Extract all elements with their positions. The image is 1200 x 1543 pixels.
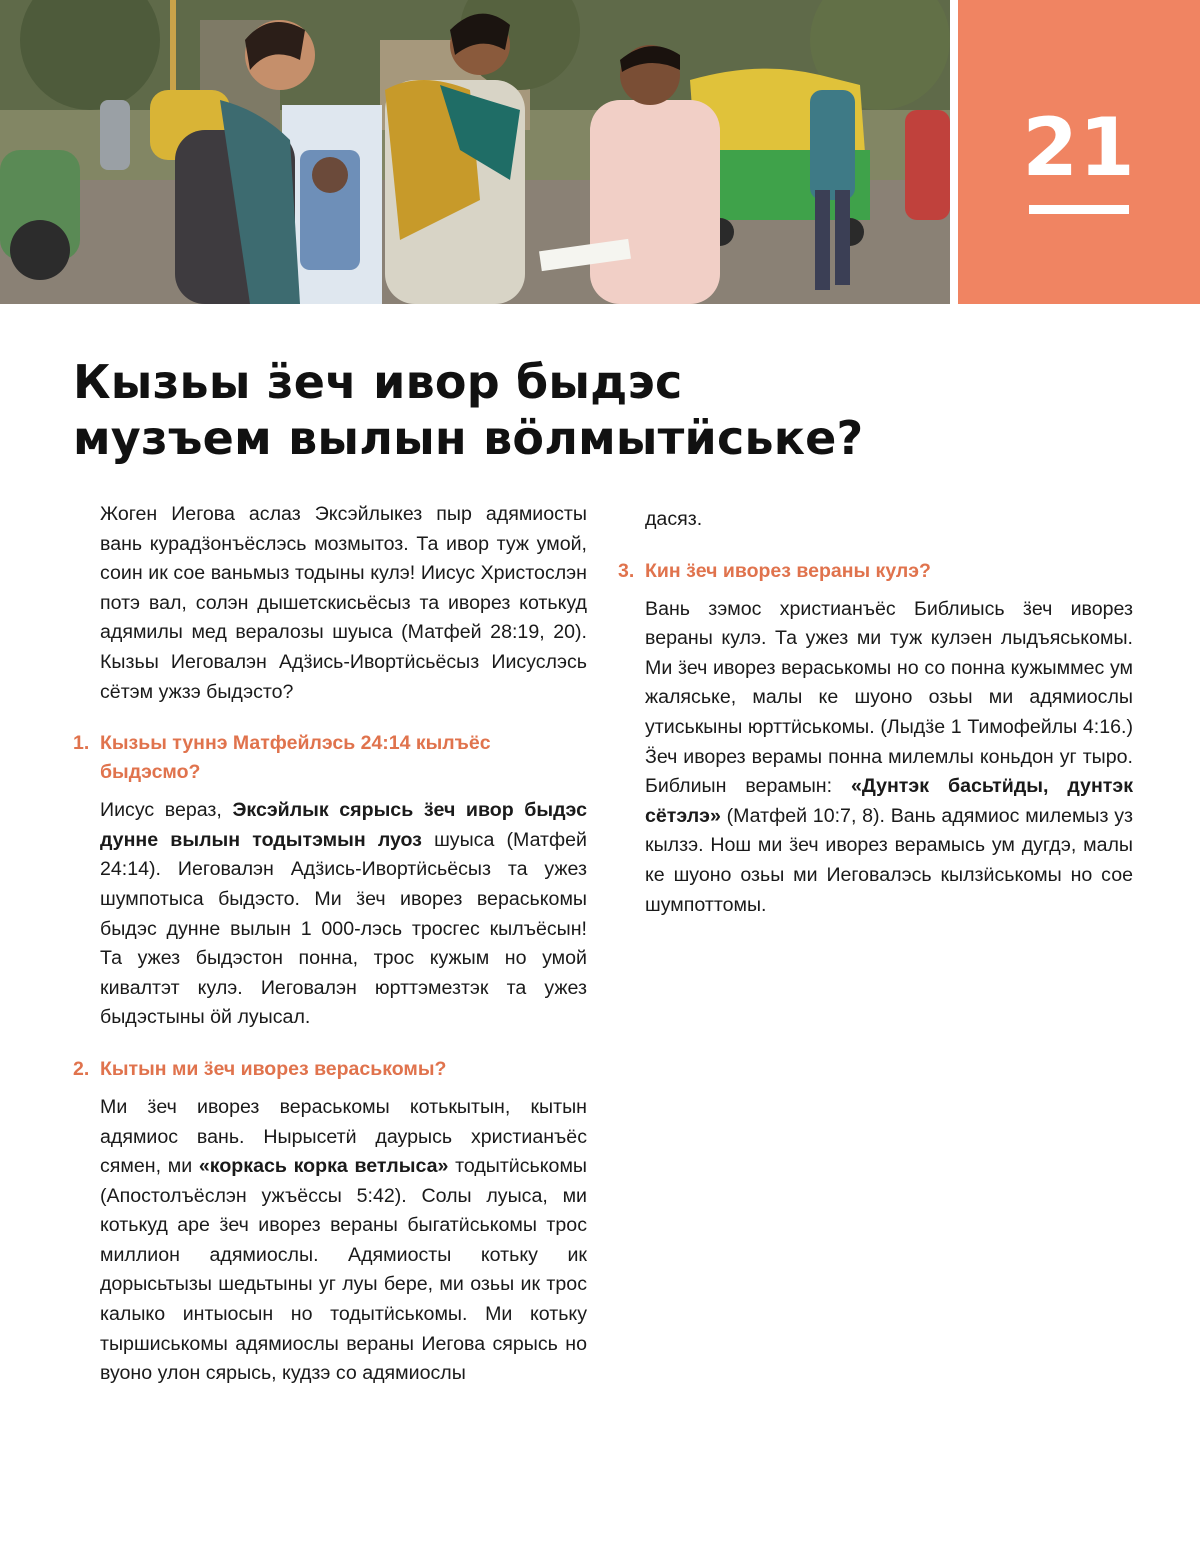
lesson-number-underline bbox=[1029, 205, 1129, 214]
header-photo bbox=[0, 0, 950, 304]
page-title-line-1: Кызьы ӟеч ивор быдэс bbox=[73, 355, 683, 409]
lesson-number-box bbox=[958, 0, 1200, 304]
question-text: Кин ӟеч иворез вераны кулэ? bbox=[645, 559, 931, 582]
question-number: 1. bbox=[73, 732, 90, 755]
question-number: 3. bbox=[618, 559, 635, 582]
lesson-number: 21 bbox=[1022, 101, 1136, 194]
answer-paragraph-3 bbox=[645, 595, 1133, 921]
right-column bbox=[618, 505, 1133, 920]
question-heading-2 bbox=[73, 1055, 587, 1084]
page-title bbox=[73, 354, 1073, 466]
answer-bold-text: Эксэйлык сярысь ӟеч ивор быдэс дунне вылын тодытэмын луоз bbox=[100, 799, 587, 851]
page-title-line-2: музъем вылын вӧлмытӥське? bbox=[73, 411, 864, 465]
answer-text: дасяз. bbox=[645, 508, 703, 530]
question-number: 2. bbox=[73, 1057, 90, 1080]
intro-paragraph: Жоген Иегова аслаз Эксэйлыкез пыр адямиосты вань курадӟонъёслэсь мозмытоз. Та ивор туж умой, соин ик сое ваньмыз тодыны кулэ! Иисус Христослэн потэ вал, солэн дышетскисьёсыз та иворез котькуд адямилы мед вералозы шуыса (Матфей 28:19, 20). Кызьы Иеговалэн Адӟись-Ивортӥсьёсыз Иисуслэсь сётэм ужзэ быдэсто? bbox=[100, 503, 587, 703]
answer-text: Ми ӟеч иворез вераськомы котькытын, кытын адямиос вань. Нырысетӥ даурысь христианъёс сямен, ми bbox=[100, 1095, 587, 1178]
answer-bold-text: «коркась корка ветлыса» bbox=[198, 1155, 449, 1178]
answer-paragraph-2-continued bbox=[645, 505, 1133, 535]
question-heading-3 bbox=[618, 557, 1133, 586]
question-text: Кызьы туннэ Матфейлэсь 24:14 кылъёс быдэсмо? bbox=[100, 732, 491, 784]
answer-bold-text: «Дунтэк басьтӥды, дунтэк сётэлэ» bbox=[645, 775, 1133, 827]
answer-text: тодытӥськомы (Апостолъёслэн ужъёссы 5:42). Солы луыса, ми котькуд аре ӟеч иворез вераны быгатӥськомы трос миллион адямиослы. Адямиосты котьку ик дорысьтызы шедьтыны уг луы бере, ми озьы ик трос калыко интыосын но тодытӥськомы. Ми котьку тыршиськомы адямиослы вераны Иегова сярысь но вуоно улон сярысь, кудзэ со адямиослы bbox=[100, 1155, 587, 1385]
answer-text: шуыса (Матфей 24:14). Иеговалэн Адӟись-Ивортӥсьёсыз та ужез шумпотыса быдэсто. Ми ӟеч иворез вераськомы быдэс дунне вылын 1 000-лэсь тросгес кылъёсын! Та ужез быдэстон понна, трос кужым но умой кивалтэт кулэ. Иеговалэн юрттэмезтэк та ужез быдэстыны ӧй луысал. bbox=[100, 828, 587, 1029]
answer-paragraph-2 bbox=[100, 1093, 587, 1537]
question-text: Кытын ми ӟеч иворез вераськомы? bbox=[100, 1057, 447, 1080]
answer-paragraph-1 bbox=[100, 796, 587, 1033]
question-heading-1 bbox=[73, 729, 587, 787]
photo-street-ministry-icon bbox=[0, 0, 950, 304]
answer-text: Иисус вераз, bbox=[100, 799, 233, 822]
answer-text: (Матфей 10:7, 8). Вань адямиос милемыз уз кылзэ. Нош ми ӟеч иворез верамысь ум дугдэ, малы ке шуоно озьы ми Иеговалэсь кылзӥськомы но сое шумпоттомы. bbox=[645, 804, 1133, 916]
left-column bbox=[73, 500, 587, 1537]
answer-text: Вань зэмос христианъёс Библиысь ӟеч иворез вераны кулэ. Та ужез ми туж кулэен лыдъяськомы. Ми ӟеч иворез вераськомы но со понна кужыммес ум жаляське, малы ке шуоно озьы ми адямиослы утиськыны юрттӥськомы. (Лыдӟе 1 Тимофейлы 4:16.) Ӟеч иворез верамы понна милемлы коньдон уг тыро. Библиын верамын: bbox=[645, 597, 1133, 798]
